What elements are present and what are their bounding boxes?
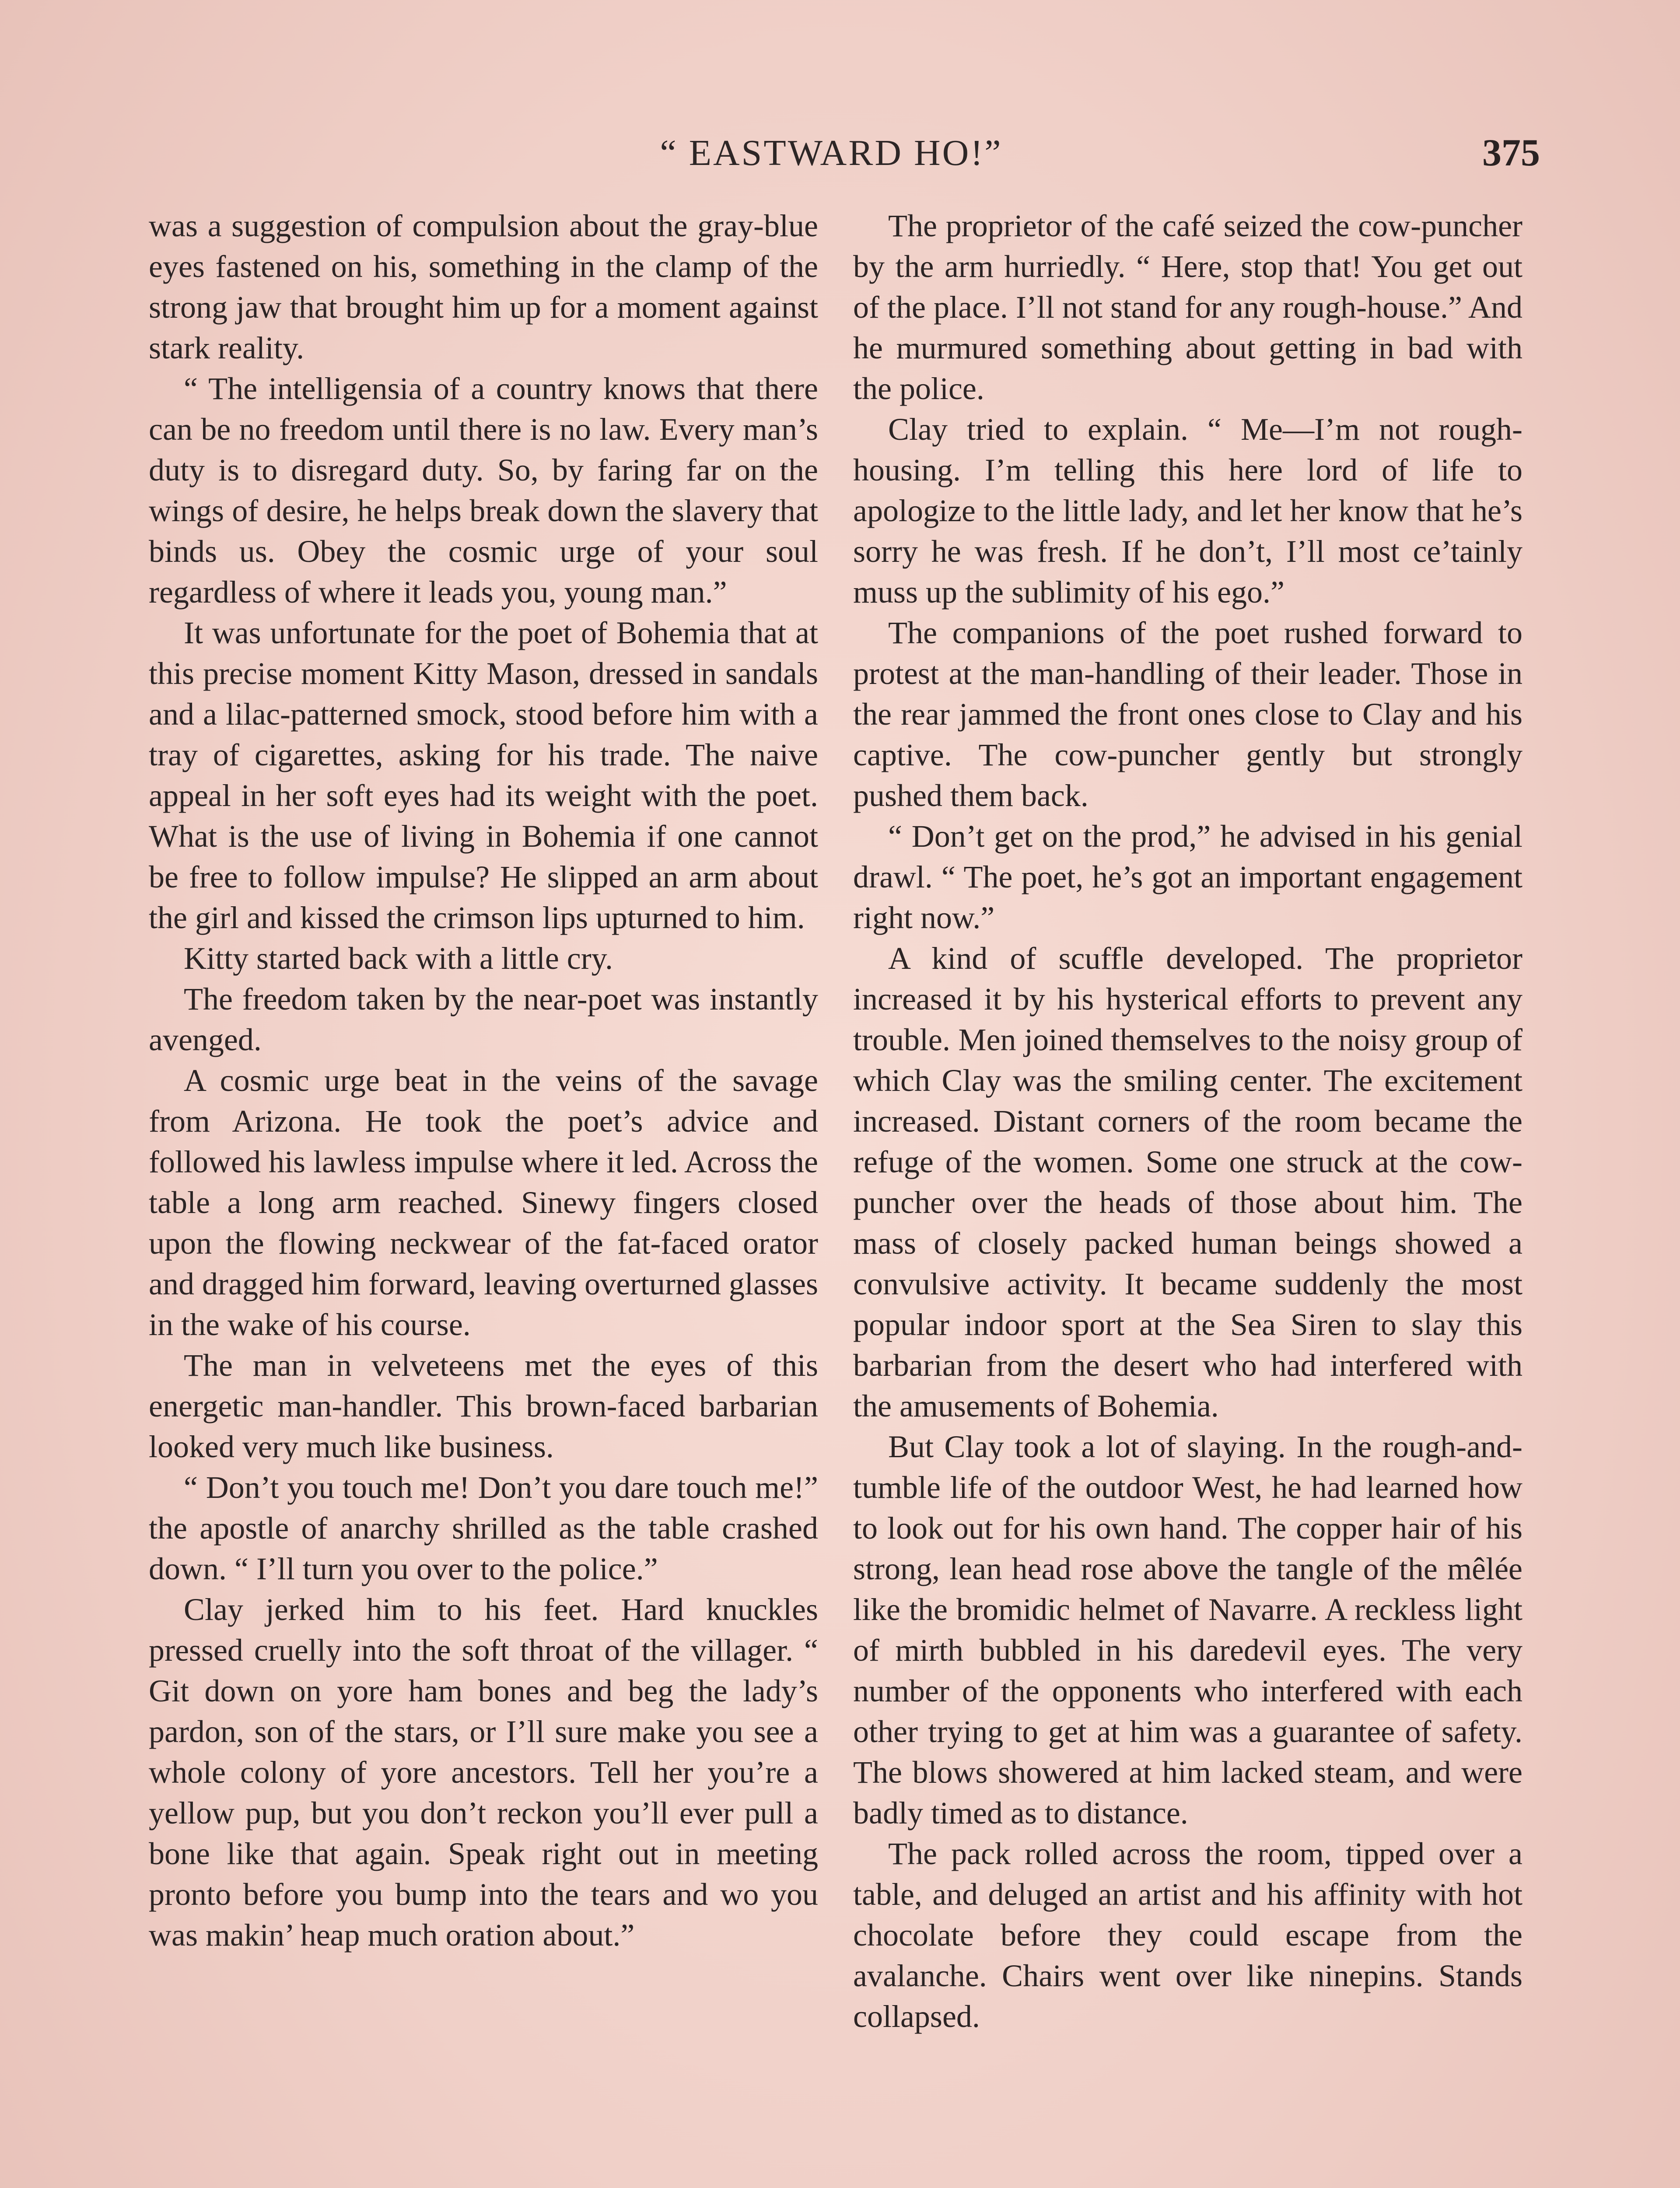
paragraph: The pack rolled across the room, tipped over a table, and deluged an artist and his affinity with hot chocolate before they could escape from the avalanche. Chairs went over like ninepins. Stands collapsed.	[853, 1836, 1522, 2034]
paragraph: The freedom taken by the near-poet was instantly avenged.	[149, 982, 818, 1057]
paragraph: Clay tried to explain. “ Me—I’m not rough-housing. I’m telling this here lord of life to apologize to the little lady, and let her know that he’s sorry he was fresh. If he don’t, I’ll most ce’tainly muss up the sublimity of his ego.”	[853, 412, 1522, 610]
paragraph: “ Don’t you touch me! Don’t you dare touch me!” the apostle of anarchy shrilled as the table crashed down. “ I’ll turn you over to the police.”	[149, 1470, 818, 1586]
paragraph: “ Don’t get on the prod,” he advised in his genial drawl. “ The poet, he’s got an important engagement right now.”	[853, 819, 1522, 935]
paragraph: Clay jerked him to his feet. Hard knuckles pressed cruelly into the soft throat of the villager. “ Git down on yore ham bones and beg the lady’s pardon, son of the stars, or I’ll sure make you see a whole colony of yore ancestors. Tell her you’re a yellow pup, but you don’t reckon you’ll ever pull a bone like that again. Speak right out in meeting pronto before you bump into the tears and wo you was makin’ heap much oration about.”	[149, 1592, 818, 1953]
right-column	[853, 206, 1522, 2037]
running-head: “ EASTWARD HO!”	[660, 133, 1003, 173]
paragraph: “ The intelligensia of a country knows that there can be no freedom until there is no law. Every man’s duty is to disregard duty. So, by faring far on the wings of desire, he helps break down the slavery that binds us. Obey the cosmic urge of your soul regardless of where it leads you, young man.”	[149, 371, 818, 610]
page-number: 375	[1482, 132, 1540, 174]
paragraph: It was unfortunate for the poet of Bohemia that at this precise moment Kitty Mason, dressed in sandals and a lilac-patterned smock, stood before him with a tray of cigarettes, asking for his trade. The naive appeal in her soft eyes had its weight with the poet. What is the use of living in Bohemia if one cannot be free to follow impulse? He slipped an arm about the girl and kissed the crimson lips upturned to him.	[149, 615, 818, 935]
paragraph: A cosmic urge beat in the veins of the savage from Arizona. He took the poet’s advice and followed his lawless impulse where it led. Across the table a long arm reached. Sinewy fingers closed upon the flowing neckwear of the fat-faced orator and dragged him forward, leaving overturned glasses in the wake of his course.	[149, 1063, 818, 1342]
paragraph: was a suggestion of compulsion about the gray-blue eyes fastened on his, something in the clamp of the strong jaw that brought him up for a moment against stark reality.	[149, 208, 818, 365]
paragraph: The man in velveteens met the eyes of this energetic man-handler. This brown-faced barbarian looked very much like business.	[149, 1348, 818, 1464]
paragraph: The companions of the poet rushed forward to protest at the man-handling of their leader. Those in the rear jammed the front ones close to Clay and his captive. The cow-puncher gently but strongly pushed them back.	[853, 615, 1522, 813]
paragraph: But Clay took a lot of slaying. In the rough-and-tumble life of the outdoor West, he had learned how to look out for his own hand. The copper hair of his strong, lean head rose above the tangle of the mêlée like the bromidic helmet of Navarre. A reckless light of mirth bubbled in his daredevil eyes. The very number of the opponents who interfered with each other trying to get at him was a guarantee of safety. The blows showered at him lacked steam, and were badly timed as to distance.	[853, 1429, 1522, 1830]
paragraph: Kitty started back with a little cry.	[184, 941, 613, 976]
page-header	[0, 127, 1680, 179]
left-column	[149, 206, 818, 1956]
paragraph: The proprietor of the café seized the cow-puncher by the arm hurriedly. “ Here, stop that! You get out of the place. I’ll not stand for any rough-house.” And he murmured something about getting in bad with the police.	[853, 208, 1522, 406]
paragraph: A kind of scuffle developed. The proprietor increased it by his hysterical efforts to prevent any trouble. Men joined themselves to the noisy group of which Clay was the smiling center. The excitement increased. Distant corners of the room became the refuge of the women. Some one struck at the cow-puncher over the heads of those about him. The mass of closely packed human beings showed a convulsive activity. It became suddenly the most popular indoor sport at the Sea Siren to slay this barbarian from the desert who had interfered with the amusements of Bohemia.	[853, 941, 1522, 1424]
